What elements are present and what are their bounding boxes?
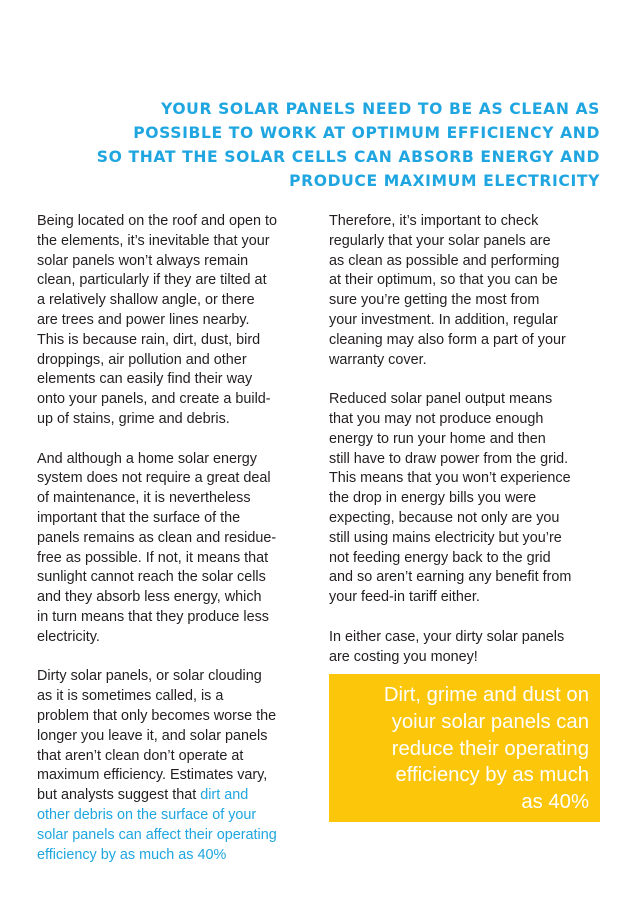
text-line: expecting, because not only are you — [329, 509, 560, 526]
text-line: as clean as possible and performing — [329, 252, 560, 269]
left-text-column — [37, 212, 315, 885]
text-line: still using mains electricity but you’re — [329, 529, 562, 546]
text-line — [37, 786, 315, 806]
text-line: the elements, it’s inevitable that your — [37, 232, 270, 249]
heading-line: PRODUCE MAXIMUM ELECTRICITY — [289, 172, 600, 190]
text-line: problem that only becomes worse the — [37, 707, 277, 724]
highlighted-text-line: solar panels can affect their operating — [37, 826, 277, 843]
text-line: droppings, air pollution and other — [37, 351, 247, 368]
text-line: This means that you won’t experience — [329, 470, 571, 487]
text-line: Therefore, it’s important to check — [329, 213, 539, 229]
text-line: onto your panels, and create a build- — [37, 391, 271, 408]
text-line: maximum efficiency. Estimates vary, — [37, 767, 268, 784]
pull-quote-callout — [329, 674, 600, 822]
text-line: panels remains as clean and residue- — [37, 529, 277, 546]
text-line: at their optimum, so that you can be — [329, 272, 558, 289]
text-line: that you may not produce enough — [329, 410, 544, 427]
text-line: up of stains, grime and debris. — [37, 410, 230, 427]
callout-line: as 40% — [521, 791, 589, 814]
paragraph — [329, 390, 603, 608]
text-line: the drop in energy bills you were — [329, 490, 537, 507]
text-line: still have to draw power from the grid. — [329, 450, 569, 467]
text-line: warranty cover. — [329, 351, 427, 368]
text-line: longer you leave it, and solar panels — [37, 727, 268, 744]
text-line: and so aren’t earning any benefit from — [329, 569, 572, 586]
text-line: This is because rain, dirt, dust, bird — [37, 331, 261, 348]
heading-line: YOUR SOLAR PANELS NEED TO BE AS CLEAN AS — [160, 100, 600, 118]
text-line: Reduced solar panel output means — [329, 391, 553, 408]
callout-line: efficiency by as much — [395, 764, 589, 787]
text-line: cleaning may also form a part of your — [329, 331, 566, 348]
highlighted-text-line: efficiency by as much as 40% — [37, 846, 227, 863]
text-segment: but analysts suggest that — [37, 787, 201, 804]
text-line: system does not require a great deal — [37, 470, 271, 487]
heading-line: SO THAT THE SOLAR CELLS CAN ABSORB ENERGY AND — [96, 148, 600, 166]
text-line: are costing you money! — [329, 648, 478, 665]
text-line: electricity. — [37, 628, 100, 645]
text-line: elements can easily find their way — [37, 371, 253, 388]
paragraph — [329, 628, 603, 668]
highlighted-text: dirt and — [200, 787, 249, 804]
text-line: of maintenance, it is nevertheless — [37, 490, 251, 507]
page-heading — [40, 97, 600, 193]
text-line: important that the surface of the — [37, 509, 241, 526]
text-line: In either case, your dirty solar panels — [329, 628, 565, 645]
text-line: that aren’t clean don’t operate at — [37, 747, 244, 764]
text-line: And although a home solar energy — [37, 450, 258, 467]
text-line: Being located on the roof and open to — [37, 213, 278, 229]
callout-line: Dirt, grime and dust on — [383, 684, 589, 706]
highlighted-text-line: other debris on the surface of your — [37, 806, 257, 823]
text-line: not feeding energy back to the grid — [329, 549, 551, 566]
paragraph — [37, 667, 315, 865]
paragraph — [329, 212, 603, 370]
text-line: in turn means that they produce less — [37, 608, 269, 625]
text-line: regularly that your solar panels are — [329, 232, 551, 249]
text-line: sure you’re getting the most from — [329, 292, 540, 309]
paragraph — [37, 450, 315, 648]
text-line: your feed-in tariff either. — [329, 589, 480, 606]
text-line: your investment. In addition, regular — [329, 311, 558, 328]
callout-line: yoiur solar panels can — [391, 710, 589, 733]
text-line: and they absorb less energy, which — [37, 589, 262, 606]
text-line: solar panels won’t always remain — [37, 252, 249, 269]
callout-line: reduce their operating — [391, 737, 589, 760]
heading-line: POSSIBLE TO WORK AT OPTIMUM EFFICIENCY AND — [133, 124, 600, 142]
text-line: clean, particularly if they are tilted at — [37, 272, 267, 289]
text-line: sunlight cannot reach the solar cells — [37, 569, 266, 586]
text-line: a relatively shallow angle, or there — [37, 292, 255, 309]
text-line: are trees and power lines nearby. — [37, 311, 250, 328]
text-line: Dirty solar panels, or solar clouding — [37, 668, 262, 685]
text-line: free as possible. If not, it means that — [37, 549, 269, 566]
right-text-column — [329, 212, 603, 687]
text-line: as it is sometimes called, is a — [37, 688, 224, 705]
paragraph — [37, 212, 315, 430]
text-line: energy to run your home and then — [329, 430, 546, 447]
